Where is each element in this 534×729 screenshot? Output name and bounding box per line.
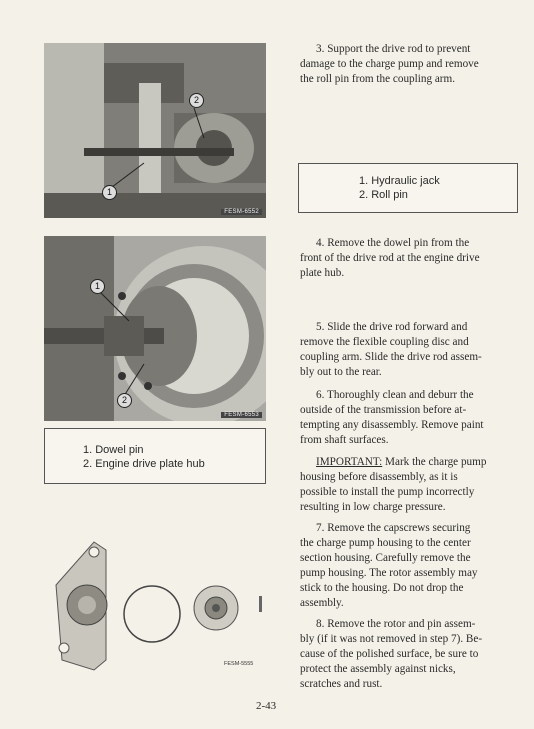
photo2-code: FESM-6553 xyxy=(221,412,262,418)
legend-photo2 xyxy=(44,428,266,484)
legend-item-drive-plate-hub: 2. Engine drive plate hub xyxy=(83,458,205,470)
photo1-illustration xyxy=(44,43,266,218)
photo3-code: FESM-5555 xyxy=(224,661,254,667)
step-5: 5. Slide the drive rod forward and remove the flexible coupling disc and coupling arm. Slide the drive rod assem- bly out to the rear. xyxy=(300,321,482,378)
photo-charge-pump-parts xyxy=(44,530,269,680)
legend-item-roll-pin: 2. Roll pin xyxy=(359,189,408,201)
callout-2: 2 xyxy=(189,93,204,108)
callout-1: 1 xyxy=(90,279,105,294)
photo-hydraulic-jack-roll-pin xyxy=(44,43,266,218)
legend-item-dowel-pin: 1. Dowel pin xyxy=(83,444,144,456)
important-note: IMPORTANT: Mark the charge pump housing before disassembly, as it is possible to install the pump incorrectly resulting in low charge pressure. xyxy=(300,456,487,513)
rotor-shape xyxy=(194,586,238,630)
step-8: 8. Remove the rotor and pin assem- bly (if it was not removed in step 7). Be- cause of the polished surface, be sure to protect the assembly against nicks, scratches and rust. xyxy=(300,618,483,690)
step-3: 3. Support the drive rod to prevent damage to the charge pump and remove the roll pin from the coupling arm. xyxy=(300,43,479,85)
pump-housing-shape xyxy=(56,542,107,670)
o-ring-shape xyxy=(124,586,180,642)
callout-1: 1 xyxy=(102,185,117,200)
important-label: IMPORTANT: xyxy=(316,456,383,468)
legend-item-hydraulic-jack: 1. Hydraulic jack xyxy=(359,175,440,187)
step-4: 4. Remove the dowel pin from the front of the drive rod at the engine drive plate hub. xyxy=(300,237,480,279)
photo2-illustration xyxy=(44,236,266,421)
callout-2: 2 xyxy=(117,393,132,408)
photo-dowel-pin-drive-plate xyxy=(44,236,266,421)
legend-photo1 xyxy=(298,163,518,213)
pin-shape xyxy=(259,596,262,612)
step-7: 7. Remove the capscrews securing the charge pump housing to the center section housing. Carefully remove the pump housing. The rotor assembly may stick to the housing. Do not drop the assembly. xyxy=(300,522,478,609)
photo1-code: FESM-6552 xyxy=(221,209,262,215)
page-number: 2-43 xyxy=(256,700,277,712)
photo3-illustration xyxy=(44,530,269,680)
step-6: 6. Thoroughly clean and deburr the outside of the transmission before at- tempting any disassembly. Remove paint from shaft surfaces. xyxy=(300,389,484,446)
